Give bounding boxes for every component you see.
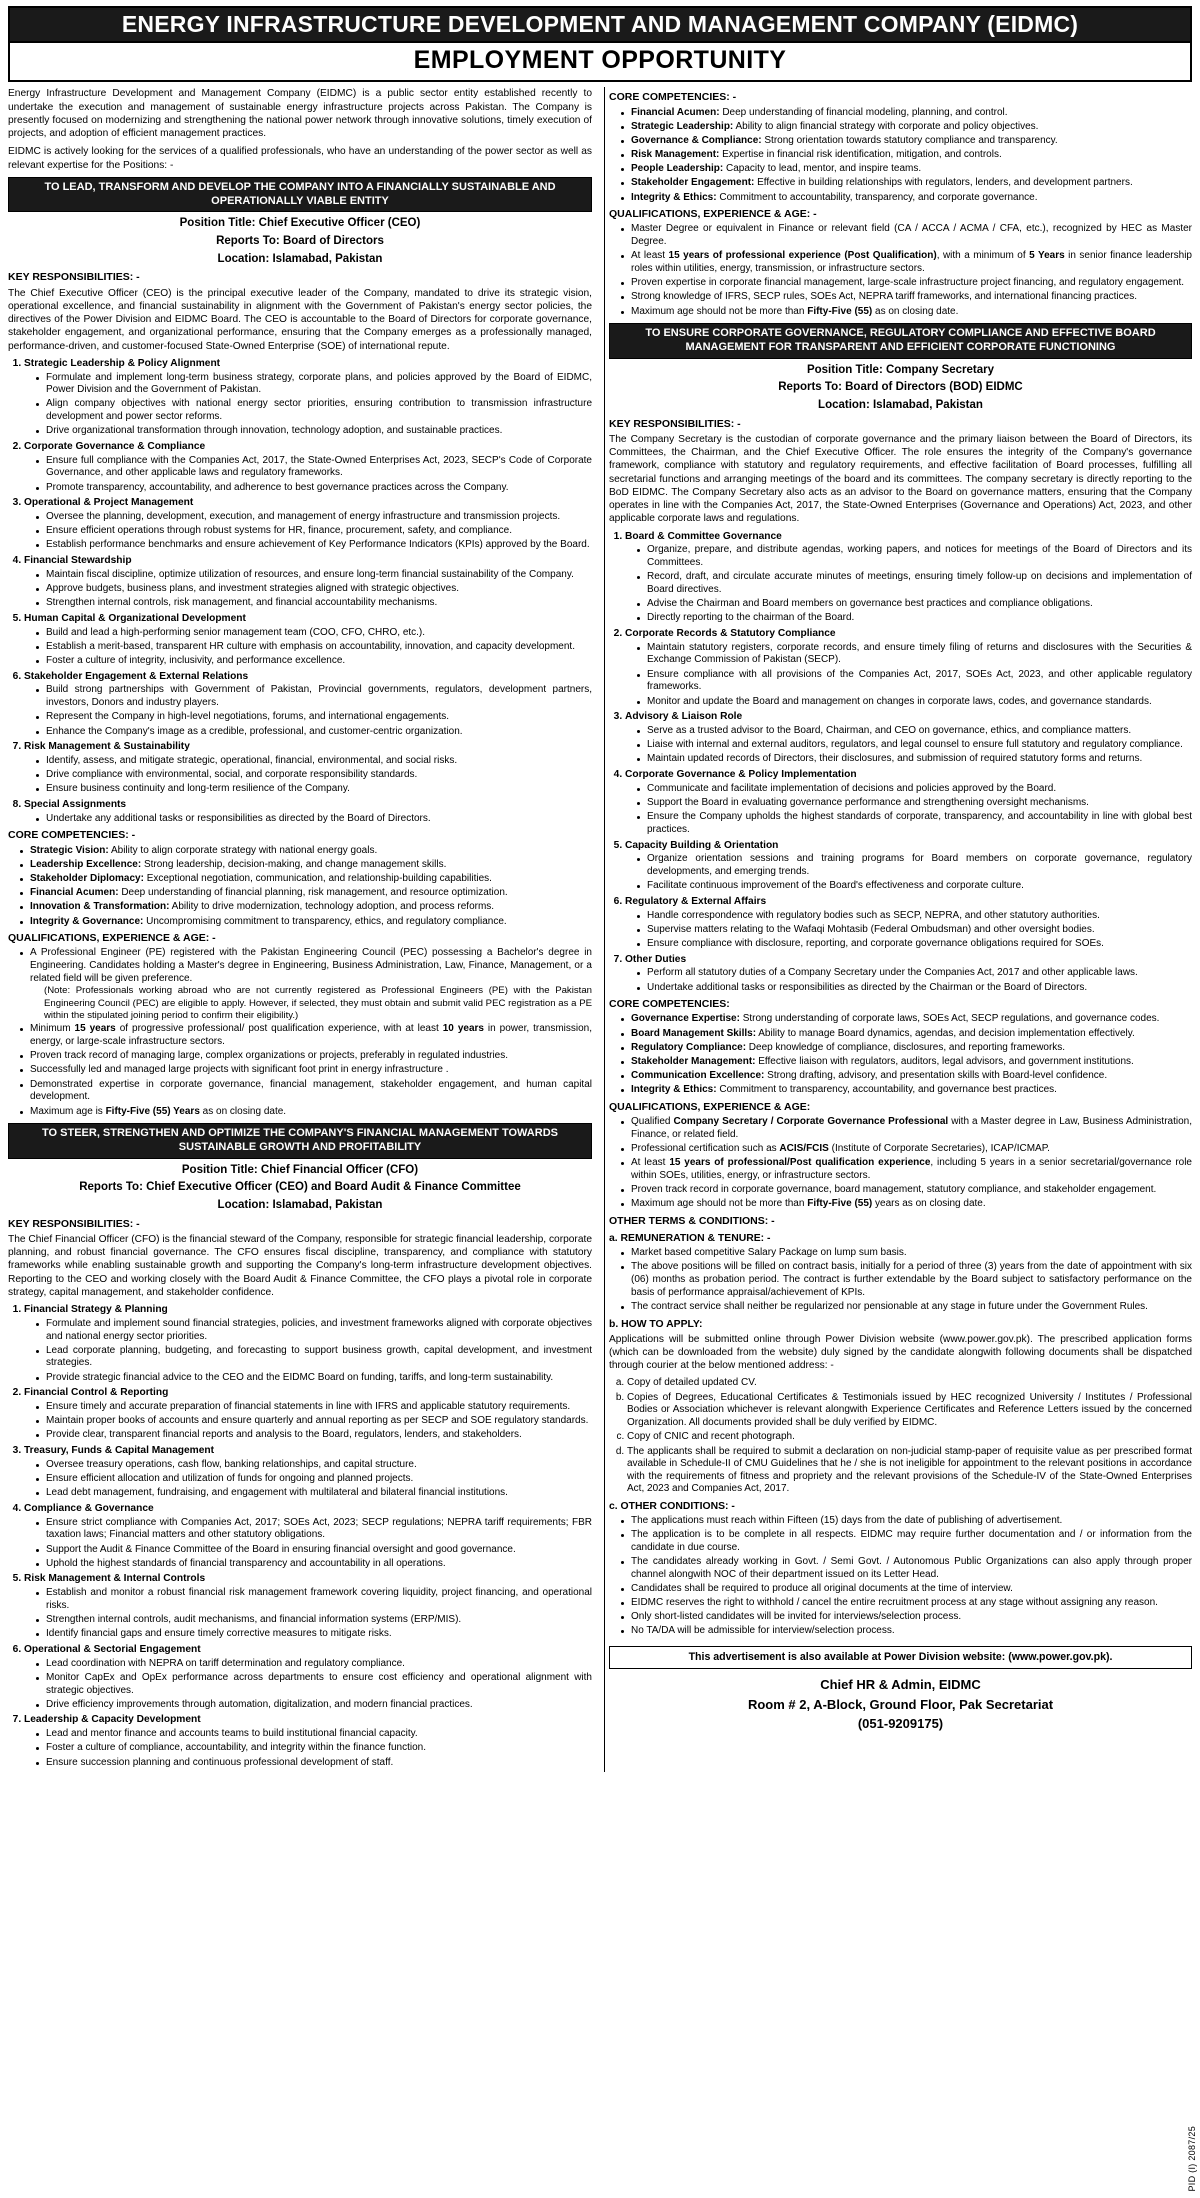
list-item: Facilitate continuous improvement of the Board's effectiveness and corporate culture. — [637, 880, 1192, 893]
cfo-qualifications-heading: QUALIFICATIONS, EXPERIENCE & AGE: - — [609, 208, 817, 221]
pid-number: PID (I) 2087/25 — [1186, 2126, 1197, 2192]
responsibility-section — [625, 896, 1192, 951]
ceo-position-title: Position Title: Chief Executive Officer (CEO) — [179, 217, 421, 230]
list-item: Organize orientation sessions and training programs for Board members on corporate governance, regulatory developments, and emerging trends. — [637, 853, 1192, 878]
ceo-summary: The Chief Executive Officer (CEO) is the principal executive leader of the Company, mandated to drive its strategic vision, operational excellence, and financial sustainability in alignment with the Government of Pakistan's energy sector policies, the directives of the Power Division and EIDMC Board. The CEO is accountable to the Board of Directors for corporate governance, stakeholder engagement, and organizational performance, ensuring that the Company emerges as a professionally managed, performance-driven, and customer-focused State-Owned Enterprise (SOE) of international repute. — [8, 287, 592, 352]
company-secretary-core-competencies-list — [609, 1013, 1192, 1097]
list-item: d. The applicants shall be required to submit a declaration on non-judicial stamp-paper of requisite value as per prescribed format available in Schedule-II of CMU Guidelines that he / she is not ineligible for appointment to the relevant positions in accordance with the requirements of fitness and propriety and the relevant provisions of the Schedule-IV of the State-Owned Enterprises Act, 2023 and Companies Act, 2017. — [627, 1446, 1192, 1496]
list-item: Ensure efficient operations through robust systems for HR, finance, procurement, safety, and compliance. — [36, 525, 592, 538]
list-item: Directly reporting to the chairman of the Board. — [637, 612, 1192, 625]
responsibility-section — [24, 741, 592, 796]
list-item: Strong knowledge of IFRS, SECP rules, SOEs Act, NEPRA tariff frameworks, and international financing practices. — [621, 291, 1192, 304]
list-item: Successfully led and managed large projects with significant foot print in energy infrastructure . — [20, 1064, 592, 1077]
list-item: Regulatory Compliance: Deep knowledge of compliance, disclosures, and reporting frameworks. — [621, 1042, 1192, 1055]
list-item: At least 15 years of professional/Post qualification experience, including 5 years in a senior secretarial/governance role within SOEs, utilities, energy, or infrastructure sectors. — [621, 1157, 1192, 1182]
left-column — [8, 87, 596, 1772]
company-secretary-qualifications-heading: QUALIFICATIONS, EXPERIENCE & AGE: — [609, 1101, 811, 1114]
list-item: Maximum age should not be more than Fifty-Five (55) as on closing date. — [621, 306, 1192, 319]
responsibility-items — [24, 372, 592, 438]
list-item: Uphold the highest standards of financial transparency and accountability in all operations. — [36, 1558, 592, 1571]
responsibility-section-title: Other Duties — [625, 953, 687, 965]
list-item: Formulate and implement long-term business strategy, corporate plans, and policies approved by the Board of EIDMC, Power Division and the Government of Pakistan. — [36, 372, 592, 397]
list-item: The contract service shall neither be regularized nor pensionable at any stage in future under the Government Rules. — [621, 1301, 1192, 1314]
responsibility-items — [24, 511, 592, 552]
list-item: Master Degree or equivalent in Finance or relevant field (CA / ACCA / ACMA / CFA, etc.), recognized by HEC as Master Degree. — [621, 223, 1192, 248]
ceo-key-responsibilities-heading: KEY RESPONSIBILITIES: - — [8, 271, 140, 284]
responsibility-section-title: Financial Control & Reporting — [24, 1387, 169, 1399]
ceo-qualifications-list — [8, 947, 592, 1118]
list-item: Professional certification such as ACIS/FCIS (Institute of Corporate Secretaries), ICAP/ICMAP. — [621, 1143, 1192, 1156]
list-item: Candidates shall be required to produce all original documents at the time of interview. — [621, 1583, 1192, 1596]
list-item: Ensure strict compliance with Companies Act, 2017; SOEs Act, 2023; SECP regulations; NEPRA tariff requirements; FBR taxation laws; Financial matters and other statutory obligations. — [36, 1517, 592, 1542]
list-item: Enhance the Company's image as a credible, professional, and customer-centric organization. — [36, 726, 592, 739]
list-item: Maximum age is Fifty-Five (55) Years as on closing date. — [20, 1106, 592, 1119]
list-item: Handle correspondence with regulatory bodies such as SECP, NEPRA, and other statutory authorities. — [637, 910, 1192, 923]
list-item: Financial Acumen: Deep understanding of financial modeling, planning, and control. — [621, 107, 1192, 120]
cfo-qualifications-list — [609, 223, 1192, 318]
list-item: Stakeholder Diplomacy: Exceptional negotiation, communication, and relationship-building capabilities. — [20, 873, 592, 886]
company-secretary-reports-to: Reports To: Board of Directors (BOD) EIDMC — [778, 381, 1023, 394]
cfo-responsibility-sections — [8, 1304, 592, 1769]
list-item: Maintain proper books of accounts and ensure quarterly and annual reporting as per SECP and SOE regulatory standards. — [36, 1415, 592, 1428]
ceo-location: Location: Islamabad, Pakistan — [217, 252, 383, 265]
list-item: Risk Management: Expertise in financial risk identification, mitigation, and controls. — [621, 149, 1192, 162]
responsibility-items — [625, 910, 1192, 951]
responsibility-items — [24, 1318, 592, 1384]
list-item: Identify financial gaps and ensure timely corrective measures to mitigate risks. — [36, 1628, 592, 1641]
responsibility-section-title: Financial Stewardship — [24, 555, 132, 567]
cfo-position-block — [8, 1162, 592, 1214]
header-org-band — [8, 6, 1192, 43]
responsibility-items — [625, 967, 1192, 994]
ceo-core-competencies-list — [8, 845, 592, 929]
list-item: Establish performance benchmarks and ensure achievement of Key Performance Indicators (KPIs) approved by the Board. — [36, 539, 592, 552]
responsibility-section — [24, 358, 592, 438]
list-item: The candidates already working in Govt. / Semi Govt. / Autonomous Public Organizations can also apply through proper channel alongwith NOC of their department issued on its Letter Head. — [621, 1556, 1192, 1581]
list-item: Proven track record in corporate governance, board management, statutory compliance, and stakeholder engagement. — [621, 1184, 1192, 1197]
responsibility-section — [24, 1445, 592, 1500]
cfo-position-title: Position Title: Chief Financial Officer (CFO) — [181, 1163, 419, 1176]
responsibility-section-title: Special Assignments — [24, 799, 127, 811]
responsibility-section — [625, 954, 1192, 995]
list-item: Oversee the planning, development, execution, and management of energy infrastructure and transmission projects. — [36, 511, 592, 524]
list-item: Ensure compliance with disclosure, reporting, and corporate governance obligations required for SOEs. — [637, 938, 1192, 951]
list-item: Ensure the Company upholds the highest standards of corporate, transparency, and accountability in line with global best practices. — [637, 811, 1192, 836]
list-item: Strengthen internal controls, audit mechanisms, and financial information systems (ERP/MIS). — [36, 1614, 592, 1627]
list-item: Record, draft, and circulate accurate minutes of meetings, ensuring timely follow-up on decisions and implementation of Board directives. — [637, 571, 1192, 596]
responsibility-section-title: Corporate Governance & Compliance — [24, 440, 206, 452]
responsibility-section — [24, 1387, 592, 1442]
responsibility-section-title: Compliance & Governance — [24, 1502, 154, 1514]
website-note: This advertisement is also available at Power Division website: (www.power.gov.pk). — [609, 1646, 1192, 1669]
responsibility-section — [24, 1503, 592, 1571]
ceo-banner: TO LEAD, TRANSFORM AND DEVELOP THE COMPANY INTO A FINANCIALLY SUSTAINABLE AND OPERATIONALLY VIABLE ENTITY — [8, 177, 592, 213]
list-item: People Leadership: Capacity to lead, mentor, and inspire teams. — [621, 163, 1192, 176]
intro-paragraph-1: Energy Infrastructure Development and Management Company (EIDMC) is a public sector entity established recently to undertake the execution and management of sustainable energy infrastructure projects across Pakistan. The Company is presently focused on modernizing and strengthening the national power network through innovative solutions, timely execution of projects, and adoption of efficient management practices. — [8, 88, 592, 140]
list-item: Ensure business continuity and long-term resilience of the Company. — [36, 783, 592, 796]
list-item: Governance & Compliance: Strong orientation towards statutory compliance and transparency. — [621, 135, 1192, 148]
signature-line-3: (051-9209175) — [857, 1716, 944, 1732]
list-item: Proven track record of managing large, complex organizations or projects, preferably in regulated industries. — [20, 1050, 592, 1063]
cfo-banner: TO STEER, STRENGTHEN AND OPTIMIZE THE COMPANY'S FINANCIAL MANAGEMENT TOWARDS SUSTAINABLE GROWTH AND PROFITABILITY — [8, 1123, 592, 1159]
list-item: At least 15 years of professional experience (Post Qualification), with a minimum of 5 Years in senior finance leadership roles within utilities, energy, transmission, or infrastructure sectors. — [621, 250, 1192, 275]
list-item: Drive compliance with environmental, social, and corporate responsibility standards. — [36, 769, 592, 782]
responsibility-section — [24, 1644, 592, 1712]
responsibility-section — [24, 671, 592, 739]
company-secretary-location: Location: Islamabad, Pakistan — [818, 399, 983, 412]
list-item: Maintain updated records of Directors, their disclosures, and submission of required statutory forms and returns. — [637, 753, 1192, 766]
how-to-apply-heading: b. HOW TO APPLY: — [609, 1318, 703, 1330]
other-terms-heading: OTHER TERMS & CONDITIONS: - — [609, 1214, 775, 1227]
list-item: Financial Acumen: Deep understanding of financial planning, risk management, and resource optimization. — [20, 887, 592, 900]
list-item: Ensure efficient allocation and utilization of funds for ongoing and planned projects. — [36, 1473, 592, 1486]
list-item: Support the Board in evaluating governance performance and strengthening oversight mechanisms. — [637, 797, 1192, 810]
responsibility-section — [625, 769, 1192, 837]
responsibility-section-title: Advisory & Liaison Role — [625, 711, 743, 723]
responsibility-section-title: Stakeholder Engagement & External Relations — [24, 670, 249, 682]
other-conditions-list — [609, 1515, 1192, 1638]
list-item: Strategic Leadership: Ability to align financial strategy with corporate and policy objectives. — [621, 121, 1192, 134]
list-item: c. Copy of CNIC and recent photograph. — [627, 1431, 1192, 1444]
responsibility-section-title: Human Capital & Organizational Development — [24, 612, 246, 624]
responsibility-section-title: Operational & Project Management — [24, 497, 194, 509]
list-item: Ensure succession planning and continuous professional development of staff. — [36, 1757, 592, 1770]
responsibility-items — [24, 813, 592, 826]
list-item: Undertake any additional tasks or responsibilities as directed by the Board of Directors. — [36, 813, 592, 826]
list-item: Represent the Company in high-level negotiations, forums, and international engagements. — [36, 711, 592, 724]
list-item: Liaise with internal and external auditors, regulators, and legal counsel to ensure full statutory and regulatory compliance. — [637, 739, 1192, 752]
responsibility-section — [24, 555, 592, 610]
responsibility-section-title: Leadership & Capacity Development — [24, 1714, 201, 1726]
list-item: Governance Expertise: Strong understanding of corporate laws, SOEs Act, SECP regulations, and governance codes. — [621, 1013, 1192, 1026]
responsibility-items — [24, 569, 592, 610]
responsibility-items — [24, 755, 592, 796]
list-item: Qualified Company Secretary / Corporate Governance Professional with a Master degree in Law, Business Administration, Finance, or related field. — [621, 1116, 1192, 1141]
list-item: Identify, assess, and mitigate strategic, operational, financial, environmental, and social risks. — [36, 755, 592, 768]
list-item: Strengthen internal controls, risk management, and financial accountability mechanisms. — [36, 597, 592, 610]
responsibility-items — [24, 1517, 592, 1571]
list-item: Market based competitive Salary Package on lump sum basis. — [621, 1247, 1192, 1260]
body-columns — [8, 87, 1192, 1772]
header-org-title: ENERGY INFRASTRUCTURE DEVELOPMENT AND MANAGEMENT COMPANY (EIDMC) — [121, 11, 1079, 37]
ceo-position-block — [8, 215, 592, 267]
cfo-core-competencies-heading: CORE COMPETENCIES: - — [609, 91, 737, 104]
responsibility-items — [625, 642, 1192, 708]
responsibility-section-title: Regulatory & External Affairs — [625, 895, 767, 907]
responsibility-items — [24, 1728, 592, 1769]
company-secretary-qualifications-list — [609, 1116, 1192, 1211]
list-item: Maintain fiscal discipline, optimize utilization of resources, and ensure long-term financial sustainability of the Company. — [36, 569, 592, 582]
signature-line-2: Room # 2, A-Block, Ground Floor, Pak Secretariat — [747, 1696, 1054, 1712]
responsibility-items — [24, 1658, 592, 1712]
remuneration-heading: a. REMUNERATION & TENURE: - — [609, 1233, 771, 1245]
responsibility-items — [24, 684, 592, 738]
list-item: Organize, prepare, and distribute agendas, working papers, and notices for meetings of the Board of Directors and its Committees. — [637, 544, 1192, 569]
responsibility-items — [625, 544, 1192, 625]
list-item: Serve as a trusted advisor to the Board, Chairman, and CEO on governance, ethics, and compliance matters. — [637, 725, 1192, 738]
company-secretary-position-block — [609, 362, 1192, 414]
company-secretary-responsibility-sections — [609, 531, 1192, 995]
list-item: Supervise matters relating to the Wafaqi Mohtasib (Federal Ombudsman) and other oversight bodies. — [637, 924, 1192, 937]
ceo-pec-note: (Note: Professionals working abroad who are not currently registered as Professional Engineers (PE) with the Pakistan Engineering Council (PEC) are eligible to apply. However, if selected, they must obtain and submit valid PEC registration as a PE within the stipulated joining period to confirm their eligibility.) — [44, 985, 592, 1021]
other-conditions-heading: c. OTHER CONDITIONS: - — [609, 1500, 735, 1512]
responsibility-section — [625, 711, 1192, 766]
list-item: Provide clear, transparent financial reports and analysis to the Board, regulators, lenders, and stakeholders. — [36, 1429, 592, 1442]
list-item: Lead coordination with NEPRA on tariff determination and regulatory compliance. — [36, 1658, 592, 1671]
list-item: Lead debt management, fundraising, and engagement with multilateral and bilateral financial institutions. — [36, 1487, 592, 1500]
responsibility-items — [24, 1401, 592, 1442]
responsibility-section — [24, 1714, 592, 1769]
company-secretary-position-title: Position Title: Company Secretary — [806, 363, 995, 376]
list-item: Maintain statutory registers, corporate records, and ensure timely filing of returns and disclosures with the Securities & Exchange Commission of Pakistan (SECP). — [637, 642, 1192, 667]
responsibility-items — [625, 853, 1192, 893]
list-item: The application is to be complete in all respects. EIDMC may require further documentation and / or information from the candidate in due course. — [621, 1529, 1192, 1554]
list-item: Communicate and facilitate implementation of decisions and policies approved by the Board. — [637, 783, 1192, 796]
signature-line-1: Chief HR & Admin, EIDMC — [820, 1677, 981, 1693]
cfo-core-competencies-list — [609, 107, 1192, 205]
remuneration-list — [609, 1247, 1192, 1313]
list-item: Support the Audit & Finance Committee of the Board in ensuring financial oversight and good governance. — [36, 1544, 592, 1557]
responsibility-section-title: Corporate Governance & Policy Implementation — [625, 769, 857, 781]
list-item: Formulate and implement sound financial strategies, policies, and investment frameworks aligned with corporate objectives and national energy sector priorities. — [36, 1318, 592, 1343]
list-item: Integrity & Ethics: Commitment to accountability, transparency, and corporate governance. — [621, 192, 1192, 205]
list-item: Demonstrated expertise in corporate governance, financial management, stakeholder engagement, and human capital development. — [20, 1079, 592, 1104]
list-item: Strategic Vision: Ability to align corporate strategy with national energy goals. — [20, 845, 592, 858]
signature-block — [609, 1675, 1192, 1734]
ceo-core-competencies-heading: CORE COMPETENCIES: - — [8, 829, 136, 842]
header-subtitle: EMPLOYMENT OPPORTUNITY — [8, 43, 1192, 82]
list-item: Innovation & Transformation: Ability to drive modernization, technology adoption, and process reforms. — [20, 901, 592, 914]
list-item: Establish a merit-based, transparent HR culture with emphasis on accountability, innovation, and capacity development. — [36, 641, 592, 654]
responsibility-section-title: Corporate Records & Statutory Compliance — [625, 628, 836, 640]
list-item: Promote transparency, accountability, and adherence to best governance practices across the Company. — [36, 482, 592, 495]
ceo-responsibility-sections — [8, 358, 592, 826]
list-item: Monitor and update the Board and management on changes in corporate laws, codes, and governance standards. — [637, 696, 1192, 709]
intro-paragraph-2: EIDMC is actively looking for the services of a qualified professionals, who have an understanding of the power sector as well as relevant expertise for the Positions: - — [8, 146, 592, 171]
responsibility-section — [24, 613, 592, 668]
responsibility-section-title: Financial Strategy & Planning — [24, 1304, 168, 1316]
responsibility-items — [625, 725, 1192, 766]
list-item: Align company objectives with national energy sector priorities, ensuring contribution to transmission infrastructure development and power sector reforms. — [36, 398, 592, 423]
responsibility-section-title: Board & Committee Governance — [625, 530, 782, 542]
responsibility-section — [24, 799, 592, 825]
responsibility-section-title: Treasury, Funds & Capital Management — [24, 1445, 215, 1457]
list-item: Drive efficiency improvements through automation, digitalization, and modern financial practices. — [36, 1699, 592, 1712]
list-item: Leadership Excellence: Strong leadership, decision-making, and change management skills. — [20, 859, 592, 872]
company-secretary-summary: The Company Secretary is the custodian of corporate governance and the primary liaison between the Board of Directors, its Committees, the Chairman, and the Chief Executive Officer. The role ensures the integrity of the Company's governance framework, compliance with statutory and regulatory requirements, and effective facilitation of Board processes, fulfilling all secretarial functions and arranging meetings of the board and its committees. The company secretary is directly reporting to the BoD EIDMC. The Company Secretary also acts as an advisor to the Board on governance matters, ensuring that the Company operates in line with the Companies Act, 2017, the State-Owned Enterprises (Governance and Operations) Act, 2023, and other applicable corporate laws and regulations. — [609, 433, 1192, 525]
list-item: Maximum age should not be more than Fifty-Five (55) years as on closing date. — [621, 1198, 1192, 1211]
list-item: Undertake additional tasks or responsibilities as directed by the Chairman or the Board of Directors. — [637, 982, 1192, 995]
responsibility-section — [625, 840, 1192, 893]
list-item: Oversee treasury operations, cash flow, banking relationships, and capital structure. — [36, 1459, 592, 1472]
responsibility-items — [24, 455, 592, 495]
list-item: Only short-listed candidates will be invited for interviews/selection process. — [621, 1611, 1192, 1624]
list-item: Proven expertise in corporate financial management, large-scale infrastructure project financing, and regulatory engagement. — [621, 277, 1192, 290]
list-item: Approve budgets, business plans, and investment strategies aligned with strategic objectives. — [36, 583, 592, 596]
responsibility-section — [24, 497, 592, 552]
list-item: Ensure full compliance with the Companies Act, 2017, the State-Owned Enterprises Act, 2023, SECP's Code of Corporate Governance, and other applicable laws and regulatory frameworks. — [36, 455, 592, 480]
list-item: Minimum 15 years of progressive professional/ post qualification experience, with at least 10 years in power, transmission, energy, or large-scale infrastructure sectors. — [20, 1023, 592, 1048]
company-secretary-banner: TO ENSURE CORPORATE GOVERNANCE, REGULATORY COMPLIANCE AND EFFECTIVE BOARD MANAGEMENT FOR TRANSPARENT AND EFFICIENT CORPORATE FUNCTIONING — [609, 323, 1192, 359]
list-item: Board Management Skills: Ability to manage Board dynamics, agendas, and decision implementation effectively. — [621, 1028, 1192, 1041]
how-to-apply-intro: Applications will be submitted online through Power Division website (www.power.gov.pk). The prescribed application forms (which can be downloaded from the website) duly signed by the candidate alongwith following documents shall be dispatched through courier at the below mentioned address: - — [609, 1333, 1192, 1372]
responsibility-items — [625, 783, 1192, 837]
list-item: Foster a culture of integrity, inclusivity, and performance excellence. — [36, 655, 592, 668]
responsibility-items — [24, 1459, 592, 1500]
list-item: Integrity & Governance: Uncompromising commitment to transparency, ethics, and regulatory compliance. — [20, 916, 592, 929]
list-item: A Professional Engineer (PE) registered with the Pakistan Engineering Council (PEC) possessing a Bachelor's degree in Engineering. Candidates holding a Master's degree in Engineering, Business Administration, Law, Finance, Management, or a related field will be given preference. (Note: Professionals working abroad who are not currently registered as Professional Engineers (PE) with the Pakistan Engineering Council (PEC) are eligible to apply. However, if selected, they must obtain and submit valid PEC registration as a PE within the stipulated joining period to confirm their eligibility.) — [20, 947, 592, 1022]
responsibility-section-title: Capacity Building & Orientation — [625, 839, 779, 851]
list-item: Stakeholder Management: Effective liaison with regulators, auditors, legal advisors, and government institutions. — [621, 1056, 1192, 1069]
list-item: Ensure timely and accurate preparation of financial statements in line with IFRS and applicable statutory requirements. — [36, 1401, 592, 1414]
responsibility-section — [625, 628, 1192, 708]
list-item: Provide strategic financial advice to the CEO and the EIDMC Board on funding, tariffs, and long-term sustainability. — [36, 1372, 592, 1385]
list-item: Stakeholder Engagement: Effective in building relationships with regulators, lenders, and development partners. — [621, 177, 1192, 190]
responsibility-section — [24, 1304, 592, 1384]
list-item: Establish and monitor a robust financial risk management framework covering liquidity, project financing, and operational risks. — [36, 1587, 592, 1612]
list-item: The applications must reach within Fifteen (15) days from the date of publishing of advertisement. — [621, 1515, 1192, 1528]
list-item: Integrity & Ethics: Commitment to transparency, accountability, and governance best practices. — [621, 1084, 1192, 1097]
responsibility-section — [625, 531, 1192, 625]
responsibility-section-title: Risk Management & Sustainability — [24, 741, 190, 753]
responsibility-section — [24, 441, 592, 494]
list-item: Perform all statutory duties of a Company Secretary under the Companies Act, 2017 and other applicable laws. — [637, 967, 1192, 980]
list-item: Build and lead a high-performing senior management team (COO, CFO, CHRO, etc.). — [36, 627, 592, 640]
list-item: a. Copy of detailed updated CV. — [627, 1377, 1192, 1390]
cfo-summary: The Chief Financial Officer (CFO) is the financial steward of the Company, responsible for strategic financial leadership, corporate planning, and robust financial governance. The CFO ensures fiscal discipline, transparency, and compliance with statutory frameworks while enabling sustainable growth and supporting the Company's long-term infrastructure development objectives. Reporting to the CEO and working closely with the Board Audit & Finance Committee, the CFO plays a pivotal role in corporate strategy, capital management, and stakeholder confidence. — [8, 1233, 592, 1298]
list-item: Ensure compliance with all provisions of the Companies Act, 2017, SOEs Act, 2023, and other applicable regulatory frameworks. — [637, 669, 1192, 694]
responsibility-section-title: Strategic Leadership & Policy Alignment — [24, 357, 221, 369]
list-item: No TA/DA will be admissible for interview/selection process. — [621, 1625, 1192, 1638]
responsibility-section — [24, 1573, 592, 1641]
list-item: Build strong partnerships with Government of Pakistan, Provincial governments, regulators, development partners, investors, Donors and industry players. — [36, 684, 592, 709]
list-item: Lead and mentor finance and accounts teams to build institutional financial capacity. — [36, 1728, 592, 1741]
cfo-location: Location: Islamabad, Pakistan — [217, 1199, 383, 1212]
list-item: EIDMC reserves the right to withhold / cancel the entire recruitment process at any stage without assigning any reason. — [621, 1597, 1192, 1610]
cfo-reports-to: Reports To: Chief Executive Officer (CEO) and Board Audit & Finance Committee — [79, 1181, 521, 1194]
responsibility-section-title: Operational & Sectorial Engagement — [24, 1643, 201, 1655]
right-column — [604, 87, 1192, 1772]
ceo-reports-to: Reports To: Board of Directors — [216, 235, 384, 248]
cfo-key-responsibilities-heading: KEY RESPONSIBILITIES: - — [8, 1217, 140, 1230]
responsibility-items — [24, 627, 592, 668]
list-item: Foster a culture of compliance, accountability, and integrity within the finance function. — [36, 1742, 592, 1755]
list-item: Advise the Chairman and Board members on governance best practices and compliance obligations. — [637, 598, 1192, 611]
list-item: Lead corporate planning, budgeting, and forecasting to support business growth, capital development, and investment strategies. — [36, 1345, 592, 1370]
ceo-qualifications-heading: QUALIFICATIONS, EXPERIENCE & AGE: - — [8, 932, 216, 945]
list-item: Drive organizational transformation through innovation, technology adoption, and sustainable practices. — [36, 425, 592, 438]
company-secretary-key-responsibilities-heading: KEY RESPONSIBILITIES: - — [609, 417, 741, 430]
list-item: The above positions will be filled on contract basis, initially for a period of three (3) years from the date of appointment with six (06) months as probation period. The contract is further extendable by the Board subject to satisfactory performance on the basis of performance appraisal/achievement of KPIs. — [621, 1261, 1192, 1299]
responsibility-section-title: Risk Management & Internal Controls — [24, 1573, 206, 1585]
list-item: b. Copies of Degrees, Educational Certificates & Testimonials issued by HEC recognized University / Institutes / Professional Bodies or Association whichever is relevant alongwith Experience Certificates and Reference Letters issued by the concerned Organization. All documents provided shall be duly verified by EIDMC. — [627, 1392, 1192, 1430]
list-item: Communication Excellence: Strong drafting, advisory, and presentation skills with Board-level confidence. — [621, 1070, 1192, 1083]
how-to-apply-list — [609, 1377, 1192, 1496]
list-item: Monitor CapEx and OpEx performance across departments to ensure cost efficiency and operational alignment with strategic objectives. — [36, 1672, 592, 1697]
company-secretary-core-competencies-heading: CORE COMPETENCIES: — [609, 998, 730, 1011]
responsibility-items — [24, 1587, 592, 1641]
